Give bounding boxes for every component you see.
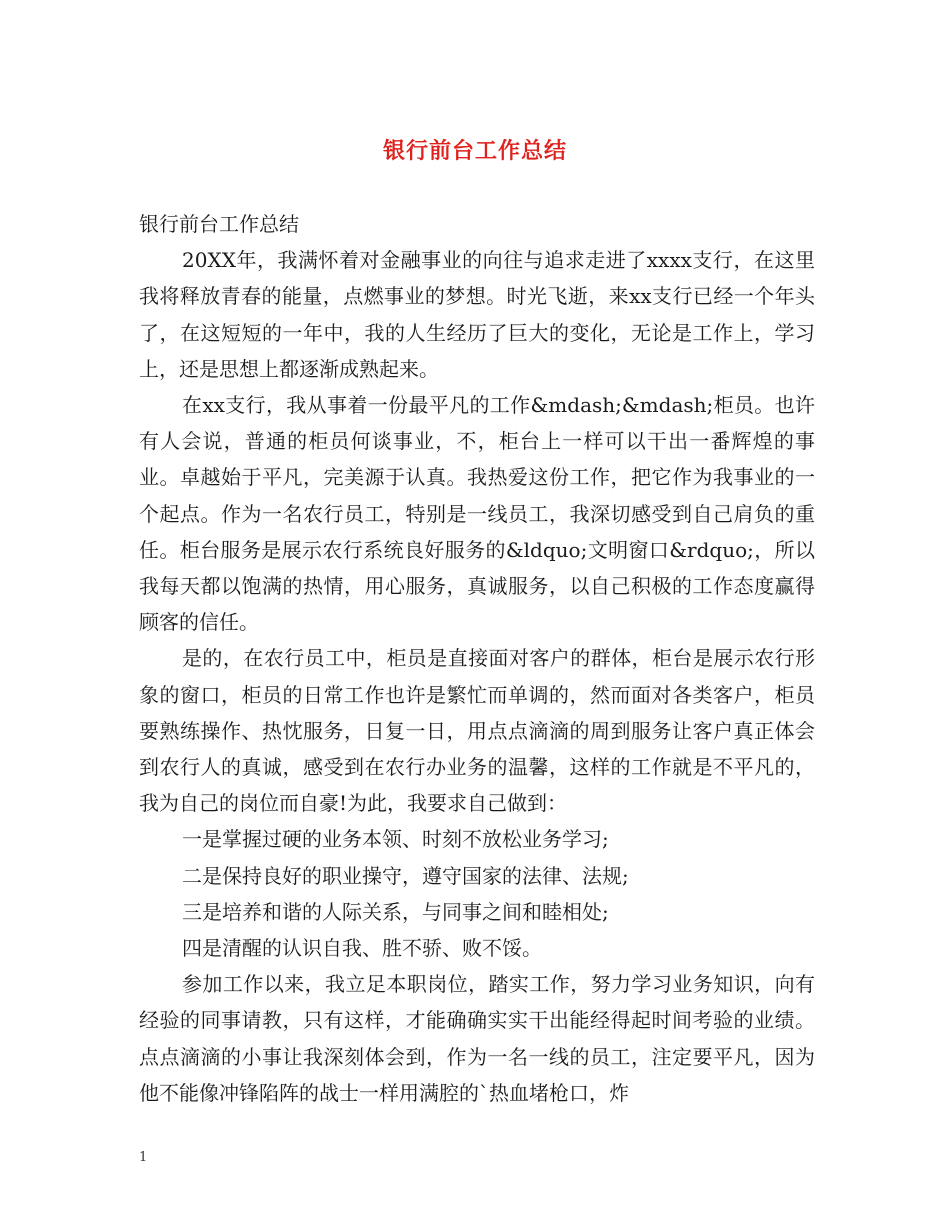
paragraph-frontline: 是的，在农行员工中，柜员是直接面对客户的群体，柜台是展示农行形象的窗口，柜员的日常工作也许是繁忙而单调的，然而面对各类客户，柜员要熟练操作、热忱服务，日复一日，用点点滴滴的周到服务让客户真正体会到农行人的真诚，感受到在农行办业务的温馨，这样的工作就是不平凡的，我为自己的岗位而自豪!为此，我要求自己做到：: [139, 646, 815, 816]
list-item-4: 四是清醒的认识自我、胜不骄、败不馁。: [182, 936, 542, 961]
page-number: 1: [139, 1150, 148, 1165]
document-title: 银行前台工作总结: [382, 139, 567, 164]
section-heading: 银行前台工作总结: [139, 212, 299, 236]
list-item-3: 三是培养和谐的人际关系，与同事之间和睦相处;: [182, 899, 609, 924]
paragraph-teller-role: 在xx支行，我从事着一份最平凡的工作&mdash;&mdash;柜员。也许有人会说，普通的柜员何谈事业，不，柜台上一样可以干出一番辉煌的事业。卓越始于平凡，完美源于认真。我热爱这份工作，把它作为我事业的一个起点。作为一名农行员工，特别是一线员工，我深切感受到自己肩负的重任。柜台服务是展示农行系统良好服务的&ldquo;文明窗口&rdquo;，所以我每天都以饱满的热情，用心服务，真诚服务，以自己积极的工作态度赢得顾客的信任。: [139, 393, 815, 635]
list-item-1: 一是掌握过硬的业务本领、时刻不放松业务学习;: [182, 827, 609, 852]
list-item-2: 二是保持良好的职业操守，遵守国家的法律、法规;: [182, 863, 629, 888]
paragraph-since-joining: 参加工作以来，我立足本职岗位，踏实工作，努力学习业务知识，向有经验的同事请教，只有这样，才能确确实实干出能经得起时间考验的业绩。点点滴滴的小事让我深刻体会到，作为一名一线的员工，注定要平凡，因为他不能像冲锋陷阵的战士一样用满腔的`热血堵枪口，炸: [139, 972, 815, 1105]
paragraph-intro: 20XX年，我满怀着对金融事业的向往与追求走进了xxxx支行，在这里我将释放青春的能量，点燃事业的梦想。时光飞逝，来xx支行已经一个年头了，在这短短的一年中，我的人生经历了巨大的变化，无论是工作上，学习上，还是思想上都逐渐成熟起来。: [139, 248, 815, 381]
document-body: [139, 206, 815, 1111]
